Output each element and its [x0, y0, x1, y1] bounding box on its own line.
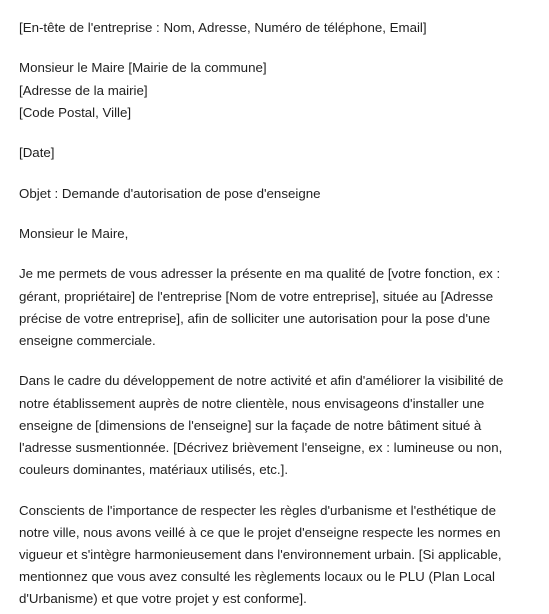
recipient-block	[19, 57, 519, 124]
body-paragraph-1	[19, 263, 519, 352]
body-paragraph-3	[19, 500, 519, 611]
paragraph-line: Dans le cadre du développement de notre activité et afin d'améliorer la visibilité de	[19, 373, 504, 389]
paragraph-line: enseigne commerciale.	[19, 332, 156, 348]
paragraph-line: gérant, propriétaire] de l'entreprise [Nom de votre entreprise], située au [Adresse	[19, 288, 494, 304]
recipient-line: [Adresse de la mairie]	[19, 82, 148, 98]
letter-subject: Objet : Demande d'autorisation de pose d'enseigne	[19, 185, 321, 201]
paragraph-line: notre ville, nous avons veillé à ce que le projet d'enseigne respecte les normes en	[19, 524, 501, 540]
paragraph-line: notre établissement auprès de notre clientèle, nous envisageons d'installer une	[19, 395, 485, 411]
letter-salutation: Monsieur le Maire,	[19, 225, 129, 241]
company-header: [En-tête de l'entreprise : Nom, Adresse, Numéro de téléphone, Email]	[19, 20, 427, 35]
paragraph-line: Je me permets de vous adresser la présente en ma qualité de [votre fonction, ex :	[19, 266, 501, 282]
body-paragraph-2	[19, 370, 519, 481]
paragraph-line: couleurs dominantes, matériaux utilisés, etc.].	[19, 462, 289, 478]
paragraph-line: l'adresse susmentionnée. [Décrivez brièvement l'enseigne, ex : lumineuse ou non,	[19, 439, 503, 455]
paragraph-line: d'Urbanisme) et que votre projet y est conforme].	[19, 591, 307, 607]
paragraph-line: Conscients de l'importance de respecter les règles d'urbanisme et l'esthétique de	[19, 502, 496, 518]
paragraph-line: vigueur et s'intègre harmonieusement dans l'environnement urbain. [Si applicable,	[19, 546, 502, 562]
paragraph-line: enseigne de [dimensions de l'enseigne] sur la façade de notre bâtiment situé à	[19, 417, 482, 433]
recipient-line: [Code Postal, Ville]	[19, 104, 132, 120]
letter-date: [Date]	[19, 145, 55, 161]
paragraph-line: précise de votre entreprise], afin de solliciter une autorisation pour la pose d'une	[19, 310, 491, 326]
letter-document	[19, 17, 519, 611]
paragraph-line: mentionnez que vous avez consulté les règlements locaux ou le PLU (Plan Local	[19, 569, 496, 585]
recipient-line: Monsieur le Maire [Mairie de la commune]	[19, 60, 267, 76]
